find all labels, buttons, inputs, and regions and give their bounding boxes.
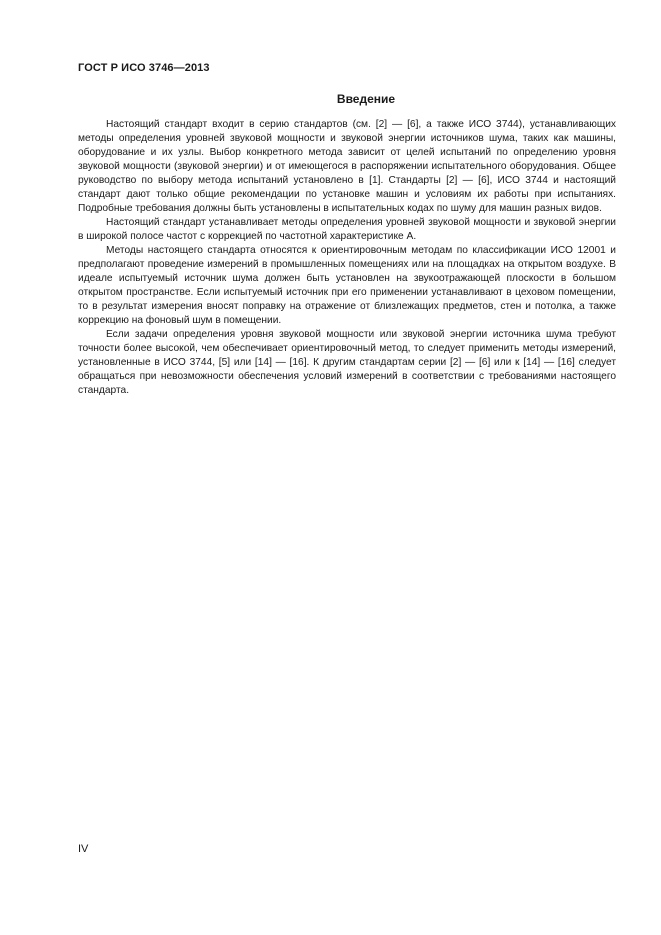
- body-text: [78, 118, 616, 398]
- section-title: Введение: [336, 92, 396, 106]
- page-number: IV: [78, 843, 89, 855]
- document-code-header: ГОСТ Р ИСО 3746—2013: [78, 62, 210, 74]
- paragraph-2: Настоящий стандарт устанавливает методы определения уровней звуковой мощности и звуковой энергии в широкой полосе частот с коррекцией по частотной характеристике А.: [78, 217, 616, 242]
- paragraph-3: Методы настоящего стандарта относятся к ориентировочным методам по классификации ИСО 12001 и предполагают проведение измерений в промышленных помещениях или на площадках на открытом воздухе. В идеале испытуемый источник шума должен быть установлен на звукоотражающей плоскости в большом открытом пространстве. Если испытуемый источник при его применении устанавливают в цеховом помещении, то в результат измерения вносят поправку на отражение от близлежащих предметов, стен и потолка, а также коррекцию на фоновый шум в помещении.: [78, 245, 616, 326]
- paragraph-4: Если задачи определения уровня звуковой мощности или звуковой энергии источника шума требуют точности более высокой, чем обеспечивает ориентировочный метод, то следует применить методы измерений, установленные в ИСО 3744, [5] или [14] — [16]. К другим стандартам серии [2] — [6] или к [14] — [16] следует обращаться при невозможности обеспечения условий измерений в соответствии с требованиями настоящего стандарта.: [78, 329, 616, 396]
- paragraph-1: Настоящий стандарт входит в серию стандартов (см. [2] — [6], а также ИСО 3744), устанавливающих методы определения уровней звуковой мощности и звуковой энергии источников шума, таких как машины, оборудование и их узлы. Выбор конкретного метода зависит от целей испытаний по определению уровня звуковой мощности (звуковой энергии) и от имеющегося в распоряжении испытательного оборудования. Общее руководство по выбору метода испытаний установлено в [1]. Стандарты [2] — [6], ИСО 3744 и настоящий стандарт дают только общие рекомендации по установке машин и условиям их работы при испытаниях. Подробные требования должны быть установлены в испытательных кодах по шуму для машин разных видов.: [78, 119, 616, 214]
